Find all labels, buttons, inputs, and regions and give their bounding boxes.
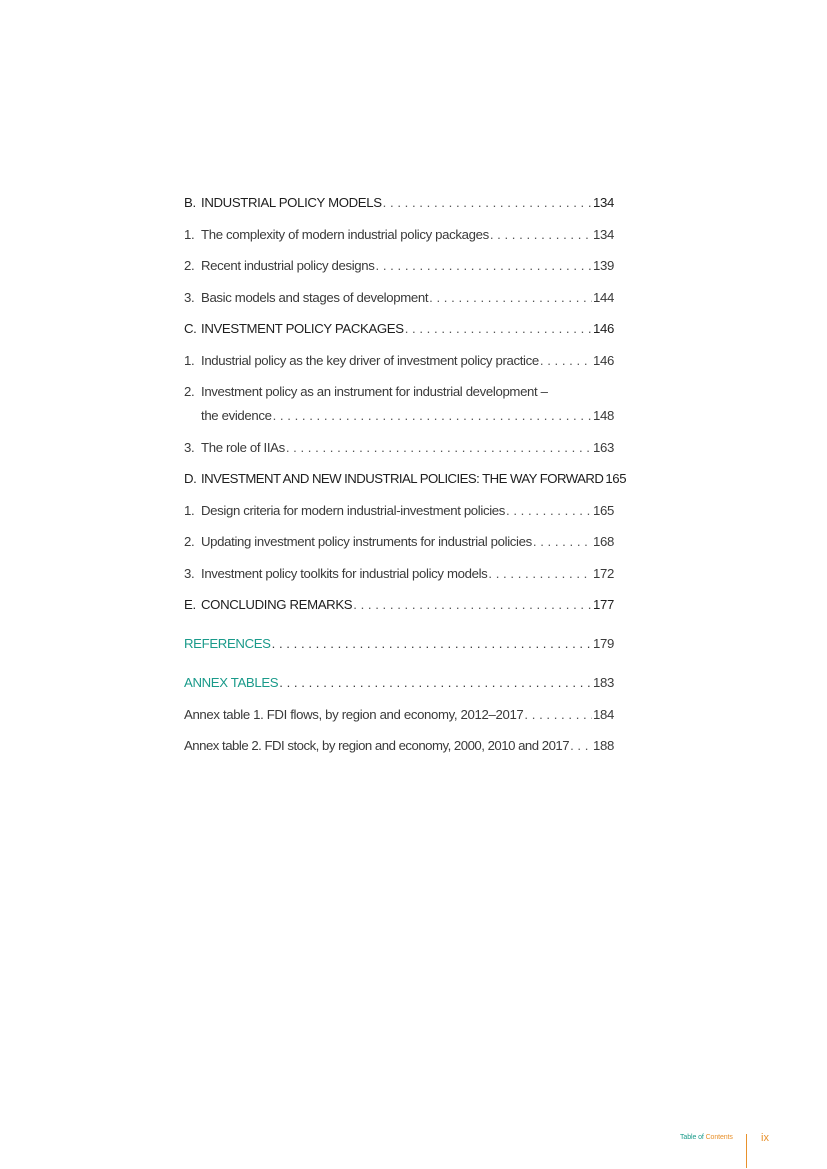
leader-dots bbox=[524, 705, 592, 725]
toc-section-e[interactable] bbox=[184, 595, 614, 634]
toc-page: 183 bbox=[593, 675, 614, 690]
toc-item[interactable] bbox=[184, 351, 614, 383]
toc-item[interactable] bbox=[184, 225, 614, 257]
page-number: ix bbox=[761, 1132, 769, 1144]
leader-dots bbox=[533, 532, 592, 552]
toc-label: Investment policy toolkits for industrial policy models bbox=[201, 565, 488, 581]
toc-label: Annex table 2. FDI stock, by region and economy, 2000, 2010 and 2017 bbox=[184, 738, 570, 753]
leader-dots bbox=[272, 634, 592, 654]
toc-label: Annex table 1. FDI flows, by region and economy, 2012–2017 bbox=[184, 706, 524, 722]
leader-dots bbox=[506, 501, 592, 521]
toc-number: 1. bbox=[184, 502, 195, 518]
toc-item[interactable] bbox=[184, 501, 614, 533]
toc-page: 144 bbox=[593, 289, 614, 305]
toc-page: 168 bbox=[593, 534, 614, 549]
toc-label: The role of IIAs bbox=[201, 439, 285, 455]
toc-page: 184 bbox=[593, 706, 614, 722]
leader-dots bbox=[376, 256, 593, 276]
toc-item[interactable] bbox=[184, 382, 614, 438]
toc-number: 2. bbox=[184, 258, 195, 273]
toc-annex-item[interactable] bbox=[184, 705, 614, 737]
toc-page: 163 bbox=[593, 439, 614, 455]
toc-label: CONCLUDING REMARKS bbox=[201, 597, 353, 612]
toc-label: ANNEX TABLES bbox=[184, 675, 279, 690]
toc-page: 134 bbox=[593, 226, 614, 242]
leader-dots bbox=[286, 438, 592, 458]
toc-number: 1. bbox=[184, 226, 195, 242]
leader-dots bbox=[488, 564, 592, 584]
toc-label: Investment policy as an instrument for industrial development – bbox=[201, 384, 548, 399]
toc-number: 1. bbox=[184, 352, 195, 368]
toc-item[interactable] bbox=[184, 256, 614, 288]
toc-number: C. bbox=[184, 321, 197, 336]
toc-section-d[interactable] bbox=[184, 469, 627, 501]
toc-page: 179 bbox=[593, 636, 614, 651]
toc-page: 177 bbox=[593, 597, 614, 612]
toc-page: 134 bbox=[593, 195, 614, 210]
toc-number: E. bbox=[184, 597, 196, 612]
leader-dots bbox=[353, 595, 592, 615]
toc-label-continued: the evidence bbox=[201, 407, 272, 423]
toc-page: 148 bbox=[593, 407, 614, 423]
toc-page: 139 bbox=[593, 258, 614, 273]
toc-page: 165 bbox=[605, 471, 627, 486]
toc-label: Design criteria for modern industrial-investment policies bbox=[201, 502, 506, 518]
toc-number: D. bbox=[184, 471, 197, 486]
toc-chapter-annex-tables[interactable] bbox=[184, 673, 614, 705]
toc-number: B. bbox=[184, 195, 196, 210]
toc-label: INVESTMENT POLICY PACKAGES bbox=[201, 321, 404, 336]
toc-number: 3. bbox=[184, 289, 195, 305]
toc-page: 188 bbox=[593, 738, 614, 753]
toc-section-c[interactable] bbox=[184, 319, 614, 351]
toc-label: Updating investment policy instruments for industrial policies bbox=[201, 534, 532, 549]
toc-label: INVESTMENT AND NEW INDUSTRIAL POLICIES: THE WAY FORWARD bbox=[201, 471, 604, 486]
table-of-contents bbox=[184, 193, 627, 768]
footer-label-part1: Table of bbox=[680, 1134, 704, 1141]
toc-item[interactable] bbox=[184, 564, 614, 596]
leader-dots bbox=[490, 225, 592, 245]
toc-label: Recent industrial policy designs bbox=[201, 258, 375, 273]
toc-number: 2. bbox=[184, 534, 195, 549]
toc-page: 146 bbox=[593, 352, 614, 368]
toc-number: 2. bbox=[184, 384, 195, 399]
toc-label: The complexity of modern industrial policy packages bbox=[201, 226, 489, 242]
toc-label: REFERENCES bbox=[184, 636, 271, 651]
toc-page: 165 bbox=[593, 502, 614, 518]
toc-annex-item[interactable] bbox=[184, 736, 614, 768]
toc-item[interactable] bbox=[184, 438, 614, 470]
leader-dots bbox=[383, 193, 592, 213]
toc-item[interactable] bbox=[184, 288, 614, 320]
footer-label-part2: Contents bbox=[705, 1134, 733, 1141]
toc-page: 172 bbox=[593, 565, 614, 581]
toc-number: 3. bbox=[184, 439, 195, 455]
toc-section-b[interactable] bbox=[184, 193, 614, 225]
footer-divider bbox=[746, 1134, 747, 1168]
leader-dots bbox=[279, 673, 592, 693]
toc-chapter-references[interactable] bbox=[184, 634, 614, 673]
leader-dots bbox=[570, 736, 592, 756]
leader-dots bbox=[405, 319, 592, 339]
toc-item[interactable] bbox=[184, 532, 614, 564]
leader-dots bbox=[540, 351, 592, 371]
leader-dots bbox=[429, 288, 592, 308]
toc-label: Basic models and stages of development bbox=[201, 289, 429, 305]
toc-page: 146 bbox=[593, 321, 614, 336]
toc-label: Industrial policy as the key driver of investment policy practice bbox=[201, 352, 539, 368]
running-footer-label bbox=[680, 1134, 733, 1141]
leader-dots bbox=[273, 406, 592, 426]
toc-number: 3. bbox=[184, 565, 195, 581]
toc-label: INDUSTRIAL POLICY MODELS bbox=[201, 195, 382, 210]
